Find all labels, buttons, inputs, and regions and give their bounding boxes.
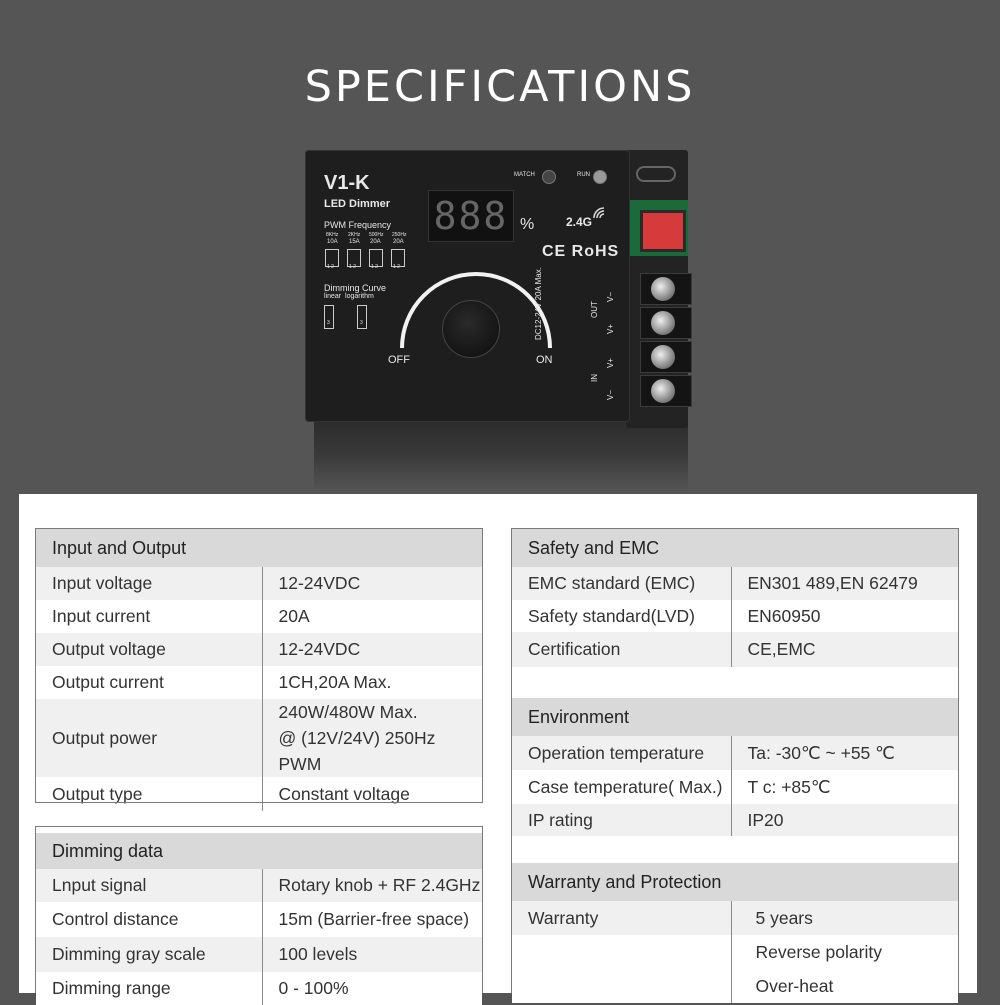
dip-switch-icon (640, 210, 686, 252)
spec-key (512, 935, 731, 969)
ce-rohs-mark: CE RoHS (542, 243, 620, 260)
switch-pins: 1 2 (371, 264, 378, 270)
table-row (512, 935, 958, 969)
terminal-block (640, 341, 692, 373)
spec-key: Dimming range (36, 972, 262, 1005)
spacer-cell (36, 811, 482, 833)
spec-key: Output power (36, 699, 262, 777)
vminus-label: V− (606, 389, 615, 400)
spacer-cell (512, 836, 958, 863)
table-row (512, 736, 958, 770)
table-row (36, 902, 482, 937)
spec-value: Reverse polarity (731, 935, 958, 969)
spec-key: Output voltage (36, 633, 262, 666)
spec-key: Input voltage (36, 567, 262, 600)
spec-value: 1CH,20A Max. (262, 666, 482, 699)
terminal-block (640, 375, 692, 407)
section-header (512, 863, 958, 901)
spec-value: 20A (262, 600, 482, 633)
spec-key (512, 969, 731, 1003)
spec-value: EN60950 (731, 600, 958, 632)
device-model: V1-K (324, 172, 370, 194)
side-voltage-label (534, 267, 543, 340)
mounting-slot (636, 166, 676, 182)
pwm-option-current: 10A (327, 239, 338, 245)
table-row (36, 633, 482, 666)
spec-value: 0 - 100% (262, 972, 482, 1005)
table-row (36, 777, 482, 811)
spec-value-line: 240W/480W Max. (278, 702, 418, 722)
screw-icon (651, 311, 675, 335)
section-title: Warranty and Protection (512, 863, 958, 901)
side-text-1: DC12-24V (534, 302, 543, 340)
spec-value: EN301 489,EN 62479 (731, 567, 958, 600)
table-row (512, 969, 958, 1003)
spec-value: 100 levels (262, 937, 482, 972)
spec-key: Operation temperature (512, 736, 731, 770)
spec-key: EMC standard (EMC) (512, 567, 731, 600)
section-title: Input and Output (36, 529, 482, 567)
curve-options: linear logarithm (324, 293, 374, 300)
pwm-label: PWM Frequency (324, 220, 392, 230)
table-row (36, 567, 482, 600)
rf-label: 2.4G (566, 215, 593, 229)
pwm-option-freq: 2KHz (348, 232, 361, 238)
table-row (512, 567, 958, 600)
vplus-label: V+ (606, 323, 615, 334)
screw-icon (651, 379, 675, 403)
rotary-knob (442, 300, 500, 358)
out-label: OUT (590, 301, 599, 318)
pwm-option-current: 20A (393, 239, 404, 245)
spec-key: Output type (36, 777, 262, 811)
table-row (36, 937, 482, 972)
section-spacer (512, 836, 958, 863)
spec-value (262, 699, 482, 777)
pwm-option-freq: 8KHz (326, 232, 339, 238)
spec-key: Case temperature( Max.) (512, 770, 731, 804)
spec-value: 12-24VDC (262, 633, 482, 666)
vplus-label: V+ (606, 357, 615, 368)
section-spacer (36, 811, 482, 833)
table-row (36, 666, 482, 699)
table-row (512, 770, 958, 804)
spec-key: Lnput signal (36, 869, 262, 902)
section-title: Environment (512, 698, 958, 736)
section-header (36, 833, 482, 869)
page-title: SPECIFICATIONS (304, 62, 696, 112)
spec-key: Safety standard(LVD) (512, 600, 731, 632)
curve-pin: 3 (327, 320, 330, 326)
spec-key: Certification (512, 632, 731, 667)
section-header (512, 698, 958, 736)
terminal-block (640, 307, 692, 339)
section-title: Dimming data (36, 833, 482, 869)
pwm-option-current: 20A (370, 239, 381, 245)
match-button (542, 170, 556, 184)
percent-sign: % (520, 216, 535, 233)
section-spacer (512, 667, 958, 698)
run-led-icon (593, 170, 607, 184)
switch-pins: 1 2 (393, 264, 400, 270)
vminus-label: V− (606, 291, 615, 302)
in-label: IN (590, 374, 599, 382)
spec-value: Constant voltage (262, 777, 482, 811)
right-spec-table (512, 529, 958, 1003)
on-label: ON (536, 354, 553, 366)
table-row (36, 869, 482, 902)
side-text-2: 20A Max. (534, 267, 543, 301)
spec-value: 12-24VDC (262, 567, 482, 600)
table-row (512, 901, 958, 935)
spec-value: 5 years (731, 901, 958, 935)
match-label: MATCH (514, 172, 535, 178)
table-row (36, 972, 482, 1005)
table-row (36, 600, 482, 633)
section-header (512, 529, 958, 567)
device-subtitle: LED Dimmer (324, 198, 391, 210)
spec-value: Rotary knob + RF 2.4GHz (262, 869, 482, 902)
spec-key: Warranty (512, 901, 731, 935)
terminal-block (640, 273, 692, 305)
left-spec-table (36, 529, 482, 1005)
spec-value-line: @ (12V/24V) 250Hz PWM (278, 728, 436, 774)
table-row (512, 632, 958, 667)
pwm-option-freq: 500Hz (369, 232, 384, 238)
spec-key: IP rating (512, 804, 731, 836)
spec-key: Output current (36, 666, 262, 699)
table-row (512, 600, 958, 632)
screw-icon (651, 277, 675, 301)
table-row (36, 699, 482, 777)
section-header (36, 529, 482, 567)
curve-pin: 3 (360, 320, 363, 326)
spacer-cell (512, 667, 958, 698)
spec-value: T c: +85℃ (731, 770, 958, 804)
pwm-option-freq: 250Hz (392, 232, 407, 238)
screw-icon (651, 345, 675, 369)
spec-key: Dimming gray scale (36, 937, 262, 972)
spec-key: Input current (36, 600, 262, 633)
table-row (512, 804, 958, 836)
spec-value: Ta: -30℃ ~ +55 ℃ (731, 736, 958, 770)
spec-value: CE,EMC (731, 632, 958, 667)
spec-value: 15m (Barrier-free space) (262, 902, 482, 937)
spec-value: Over-heat (731, 969, 958, 1003)
section-title: Safety and EMC (512, 529, 958, 567)
off-label: OFF (388, 354, 410, 366)
curve-label: Dimming Curve (324, 283, 387, 293)
wireless-icon (592, 204, 608, 220)
pwm-option-current: 15A (349, 239, 360, 245)
switch-pins: 1 2 (349, 264, 356, 270)
led-display: 888 (428, 190, 514, 242)
spec-value: IP20 (731, 804, 958, 836)
spec-key: Control distance (36, 902, 262, 937)
run-label: RUN (577, 172, 590, 178)
switch-pins: 1 2 (327, 264, 334, 270)
